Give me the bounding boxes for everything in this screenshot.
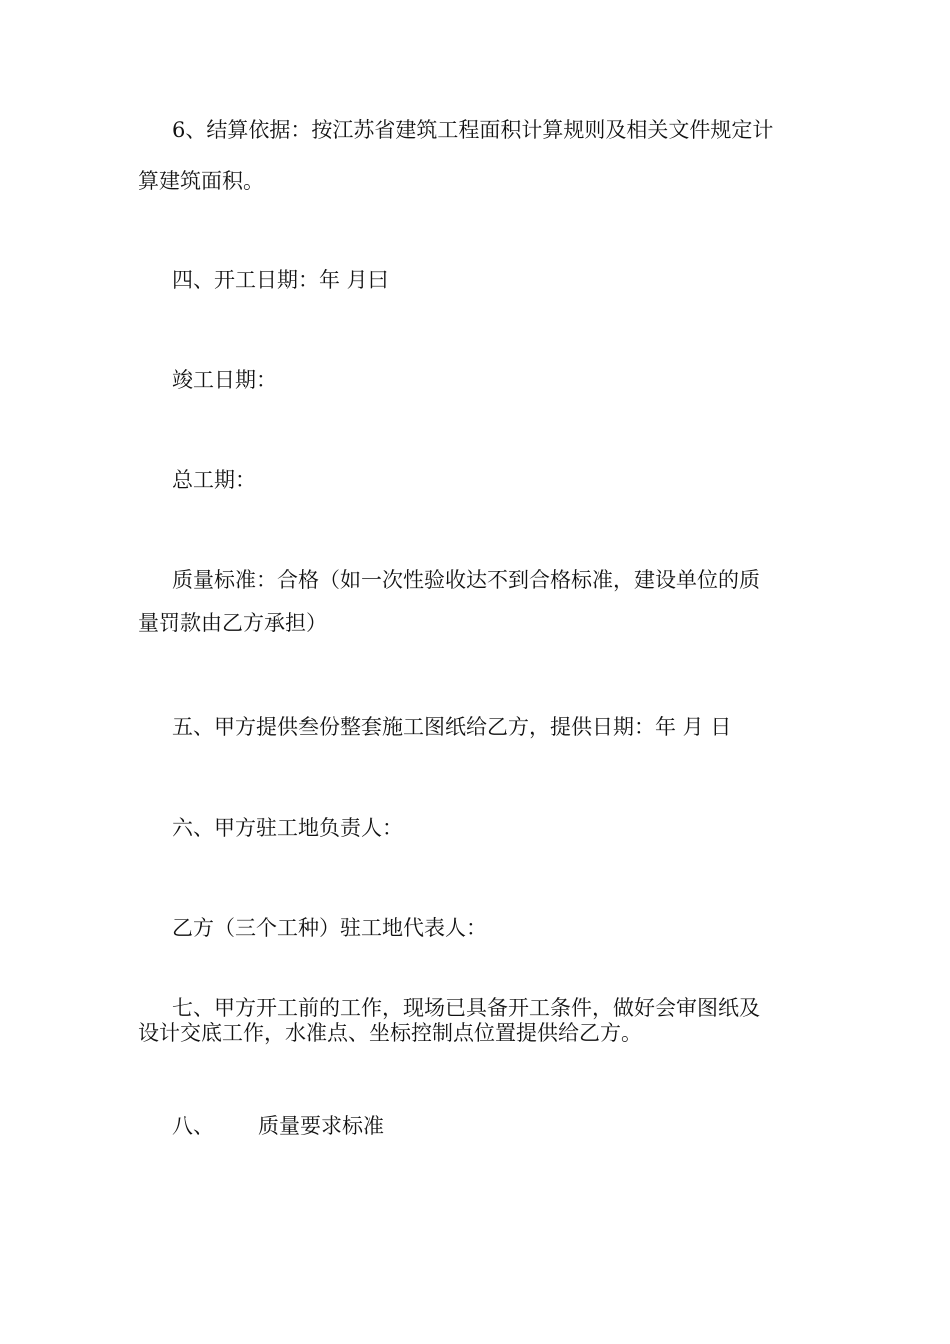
drawings-paragraph	[138, 717, 828, 738]
total-period-paragraph	[138, 470, 828, 491]
start-date-paragraph	[138, 270, 828, 291]
settlement-basis-line-1: 6、结算依据：按江苏省建筑工程面积计算规则及相关文件规定计	[172, 118, 774, 142]
party-a-rep-paragraph	[138, 818, 828, 839]
section-eight-heading	[138, 1116, 828, 1137]
section-eight-number: 八、	[172, 1114, 214, 1138]
pre-work-line-2: 设计交底工作，水准点、坐标控制点位置提供给乙方。	[138, 1021, 642, 1045]
section-eight-line	[138, 1116, 828, 1137]
quality-standard-line-1: 质量标准：合格（如一次性验收达不到合格标准，建设单位的质	[172, 568, 760, 592]
completion-date-text: 竣工日期：	[172, 368, 277, 392]
party-a-rep-text: 六、甲方驻工地负责人：	[172, 816, 403, 840]
settlement-basis-line-2: 算建筑面积。	[138, 169, 264, 193]
settlement-basis-paragraph	[138, 120, 828, 192]
quality-standard-paragraph	[138, 570, 828, 634]
total-period-text: 总工期：	[172, 468, 256, 492]
start-date-text: 四、开工日期：年 月曰	[172, 268, 389, 292]
drawings-text: 五、甲方提供叁份整套施工图纸给乙方，提供日期：年 月 日	[172, 715, 732, 739]
party-b-rep-text: 乙方（三个工种）驻工地代表人：	[172, 916, 487, 940]
party-b-rep-paragraph	[138, 918, 828, 939]
pre-work-paragraph	[138, 998, 828, 1044]
quality-standard-line-2: 量罚款由乙方承担）	[138, 611, 327, 635]
completion-date-paragraph	[138, 370, 828, 391]
pre-work-line-1: 七、甲方开工前的工作，现场已具备开工条件，做好会审图纸及	[172, 996, 760, 1020]
section-eight-title: 质量要求标准	[258, 1114, 384, 1138]
